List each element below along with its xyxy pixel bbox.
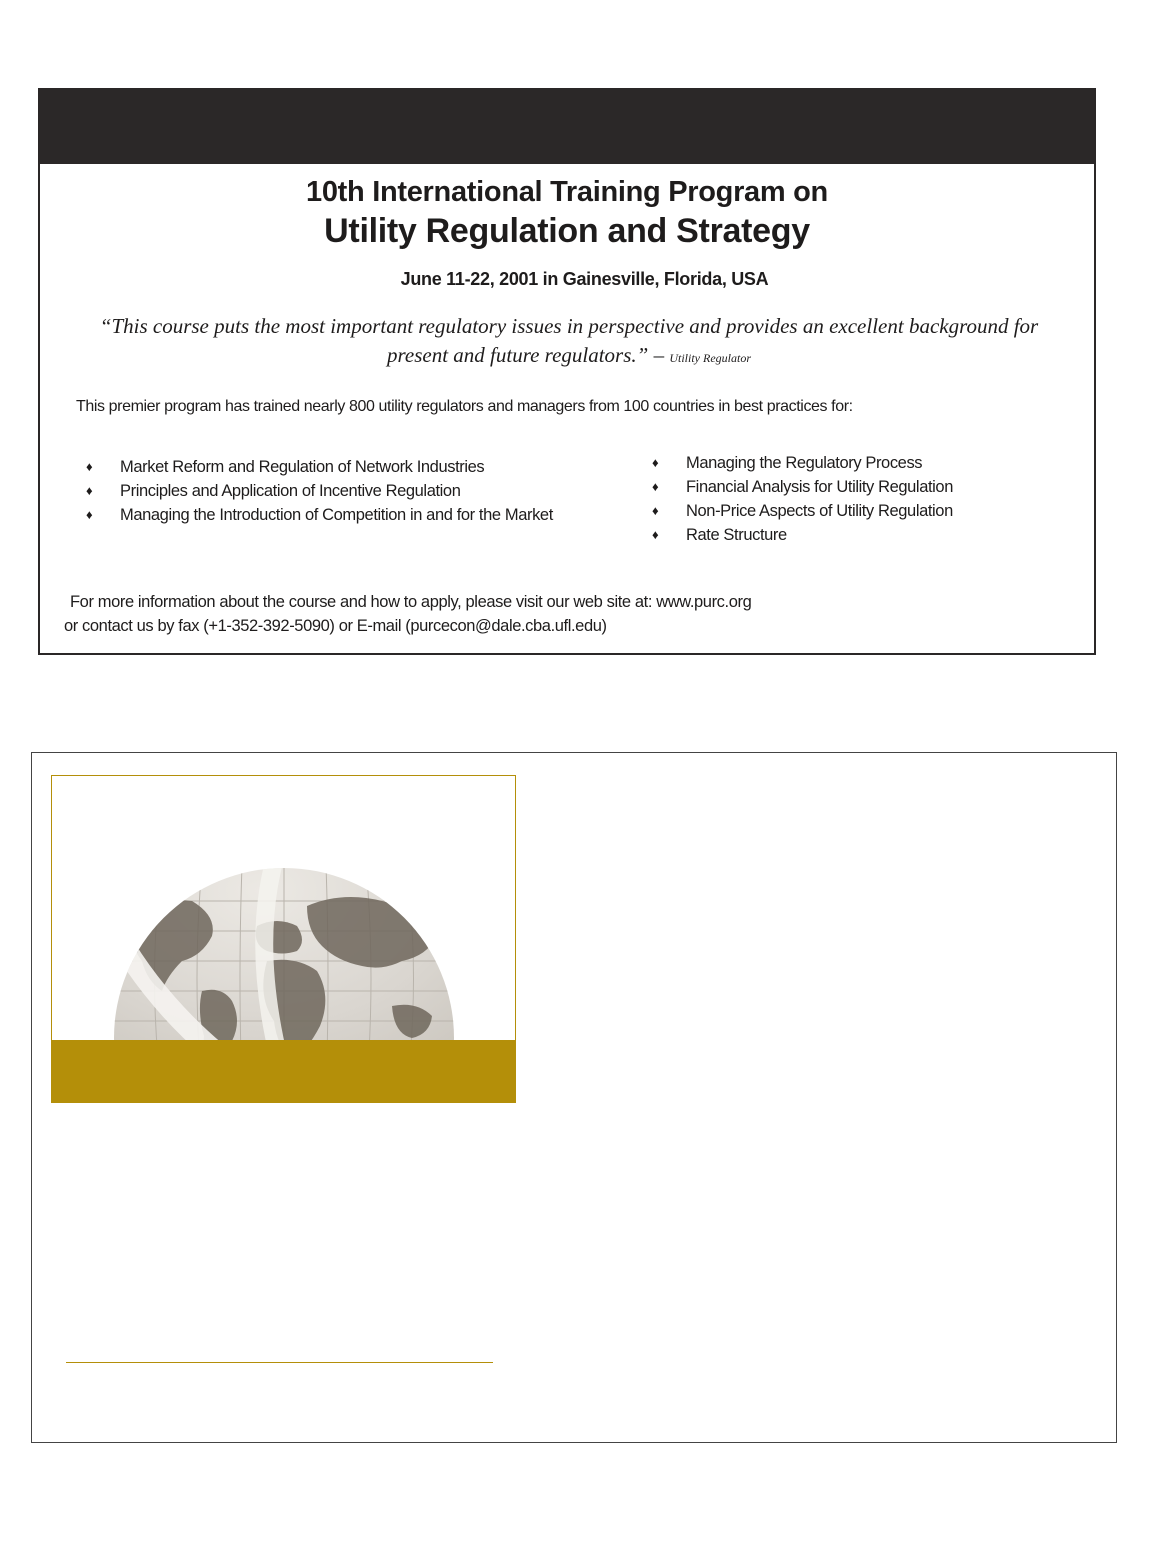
list-item [652,524,1072,546]
program-dates: June 11-22, 2001 in Gainesville, Florida, USA [400,269,769,289]
topic-label: Market Reform and Regulation of Network Industries [120,458,485,476]
list-item [86,480,556,502]
diamond-bullet-icon: ♦ [652,455,659,470]
list-item [652,500,1072,522]
diamond-bullet-icon: ♦ [652,503,659,518]
program-title-line1: 10th International Training Program on [306,176,828,208]
program-intro: This premier program has trained nearly 800 utility regulators and managers from 100 countries in best practices for: [76,398,853,415]
diamond-bullet-icon: ♦ [86,459,93,474]
testimonial-quote [90,312,1048,373]
topic-label: Managing the Introduction of Competition in and for the Market [120,506,553,524]
diamond-bullet-icon: ♦ [652,527,659,542]
topic-label: Rate Structure [686,526,787,544]
topics-list-right [652,452,1072,548]
quote-text: “This course puts the most important regulatory issues in perspective and provides an excellent background for present and future regulators.” – [99,314,1039,367]
gold-title-band [52,1040,515,1102]
topic-label: Non-Price Aspects of Utility Regulation [686,502,953,520]
diamond-bullet-icon: ♦ [86,507,93,522]
list-item [86,504,556,526]
contact-info [64,590,1030,638]
program-advertisement [38,88,1096,655]
topics-list-left [86,456,556,528]
program-title-line2: Utility Regulation and Strategy [324,212,810,250]
cover-image-frame [51,775,516,1103]
topic-label: Financial Analysis for Utility Regulation [686,478,953,496]
diamond-bullet-icon: ♦ [86,483,93,498]
gold-divider-line [66,1362,493,1363]
diamond-bullet-icon: ♦ [652,479,659,494]
list-item [652,476,1072,498]
header-bar [40,90,1094,164]
list-item [652,452,1072,474]
topic-label: Managing the Regulatory Process [686,454,923,472]
cover-panel [31,752,1117,1443]
topic-label: Principles and Application of Incentive Regulation [120,482,461,500]
contact-line-fax-email: or contact us by fax (+1-352-392-5090) or E-mail (purcecon@dale.cba.ufl.edu) [64,617,607,635]
quote-source: Utility Regulator [669,351,751,365]
list-item [86,456,556,478]
contact-line-website: For more information about the course and how to apply, please visit our web site at: www.purc.org [70,593,752,611]
